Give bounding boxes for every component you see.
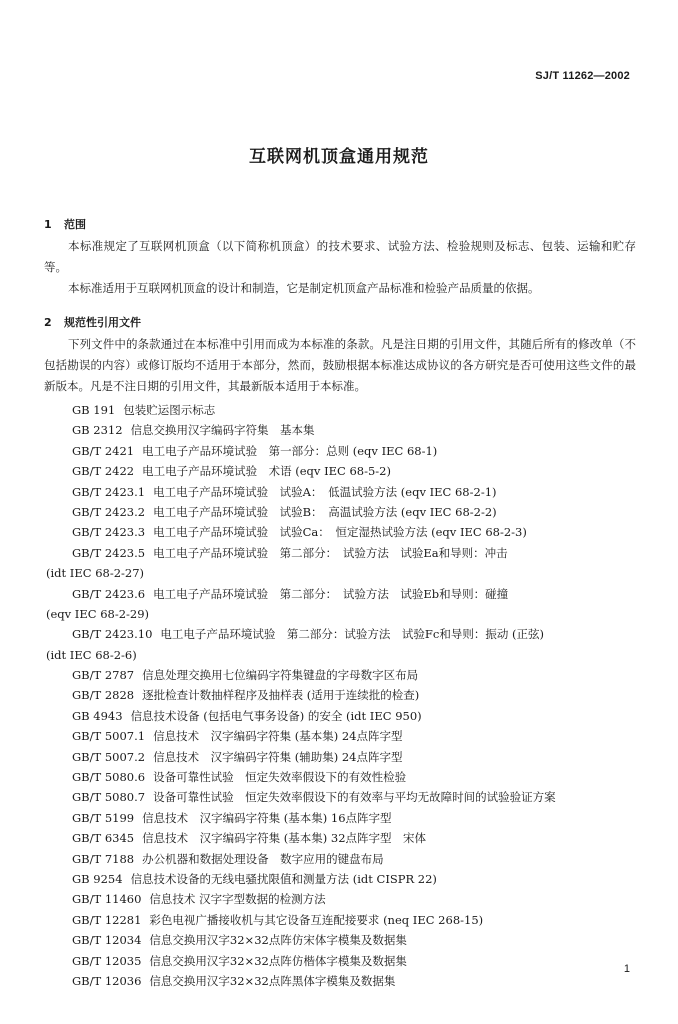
reference-title: 包装贮运图示标志 <box>123 403 216 417</box>
reference-item <box>0 971 678 991</box>
reference-title: 信息交换用汉字32×32点阵仿宋体字模集及数据集 <box>149 933 407 948</box>
reference-title: 逐批检查计数抽样程序及抽样表 (适用于连续批的检查) <box>142 688 420 703</box>
page-number: 1 <box>623 963 630 975</box>
reference-title: 信息交换用汉字编码字符集 基本集 <box>130 423 315 438</box>
reference-item <box>0 828 678 848</box>
reference-title: 信息技术 汉字编码字符集 (基本集) 24点阵字型 <box>153 729 403 744</box>
reference-code: GB 9254 <box>72 871 123 886</box>
reference-item <box>0 420 678 440</box>
reference-item <box>0 930 678 950</box>
section-2-title: 规范性引用文件 <box>64 316 141 329</box>
standard-code: SJ/T 11262—2002 <box>535 70 630 82</box>
section-2-number: 2 <box>44 316 52 329</box>
reference-item <box>0 849 678 869</box>
reference-code: GB/T 5007.1 <box>72 729 146 744</box>
reference-item <box>0 685 678 705</box>
reference-item <box>0 482 678 502</box>
reference-item <box>0 706 678 726</box>
reference-code: GB/T 2423.1 <box>72 484 146 499</box>
reference-item <box>0 400 678 420</box>
reference-title: 彩色电视广播接收机与其它设备互连配接要求 (neq IEC 268-15) <box>149 912 484 927</box>
reference-item <box>0 767 678 787</box>
reference-item <box>0 869 678 889</box>
reference-item <box>0 808 678 828</box>
reference-item <box>0 461 678 481</box>
reference-code: GB/T 2787 <box>72 668 135 683</box>
reference-code: GB/T 12035 <box>72 953 142 968</box>
reference-item <box>0 910 678 930</box>
reference-title: 信息技术设备 (包括电气事务设备) 的安全 (idt IEC 950) <box>130 708 422 723</box>
reference-item <box>0 787 678 807</box>
reference-title: 信息技术 汉字字型数据的检测方法 <box>149 892 326 907</box>
reference-title: 信息技术 汉字编码字符集 (基本集) 16点阵字型 <box>142 810 392 825</box>
reference-title: 电工电子产品环境试验 试验Ca： 恒定湿热试验方法 (eqv IEC 68-2-3) <box>153 525 527 540</box>
reference-continuation <box>0 563 678 583</box>
reference-item <box>0 726 678 746</box>
reference-title: 电工电子产品环境试验 试验B： 高温试验方法 (eqv IEC 68-2-2) <box>153 504 497 519</box>
reference-item <box>0 665 678 685</box>
reference-code: GB/T 2423.5 <box>72 545 146 560</box>
reference-title: 信息交换用汉字32×32点阵仿楷体字模集及数据集 <box>149 953 407 968</box>
reference-title: 电工电子产品环境试验 试验A： 低温试验方法 (eqv IEC 68-2-1) <box>153 484 497 499</box>
reference-continuation-text: (idt IEC 68-2-27) <box>46 566 145 581</box>
reference-title: 信息技术 汉字编码字符集 (辅助集) 24点阵字型 <box>153 749 403 764</box>
reference-item <box>0 584 678 604</box>
reference-code: GB/T 2422 <box>72 464 135 479</box>
reference-continuation-text: (eqv IEC 68-2-29) <box>46 606 150 621</box>
reference-continuation <box>0 604 678 624</box>
reference-code: GB/T 2828 <box>72 688 135 703</box>
reference-title: 信息交换用汉字32×32点阵黑体字模集及数据集 <box>149 973 396 988</box>
reference-continuation-text: (idt IEC 68-2-6) <box>46 647 137 662</box>
reference-code: GB/T 12034 <box>72 933 142 948</box>
reference-code: GB/T 2423.6 <box>72 586 146 601</box>
reference-code: GB/T 6345 <box>72 831 135 846</box>
reference-code: GB/T 2421 <box>72 443 135 458</box>
reference-list <box>0 400 678 991</box>
reference-title: 电工电子产品环境试验 第二部分：试验方法 试验Fc和导则：振动 (正弦) <box>160 627 544 642</box>
reference-item <box>0 441 678 461</box>
reference-code: GB/T 2423.3 <box>72 525 146 540</box>
reference-code: GB/T 7188 <box>72 851 135 866</box>
document-title: 互联网机顶盒通用规范 <box>249 147 429 167</box>
reference-item <box>0 951 678 971</box>
reference-title: 信息技术 汉字编码字符集 (基本集) 32点阵字型 宋体 <box>142 831 427 846</box>
reference-code: GB/T 5199 <box>72 810 135 825</box>
reference-title: 电工电子产品环境试验 第二部分： 试验方法 试验Ea和导则：冲击 <box>153 545 508 560</box>
reference-code: GB 191 <box>72 403 116 417</box>
reference-title: 信息处理交换用七位编码字符集键盘的字母数字区布局 <box>142 668 419 683</box>
reference-title: 电工电子产品环境试验 第一部分：总则 (eqv IEC 68-1) <box>142 443 438 458</box>
reference-title: 电工电子产品环境试验 术语 (eqv IEC 68-5-2) <box>142 464 391 479</box>
reference-title: 设备可靠性试验 恒定失效率假设下的有效性检验 <box>153 770 407 785</box>
reference-title: 办公机器和数据处理设备 数字应用的键盘布局 <box>142 851 384 866</box>
reference-item <box>0 624 678 644</box>
reference-item <box>0 522 678 542</box>
reference-code: GB/T 12281 <box>72 912 142 927</box>
reference-item <box>0 889 678 909</box>
section-1-paragraph-2: 本标准适用于互联网机顶盒的设计和制造，它是制定机顶盒产品标准和检验产品质量的依据。 <box>68 281 540 295</box>
section-2-intro: 下列文件中的条款通过在本标准中引用而成为本标准的条款。凡是注日期的引用文件，其随后所有的修改单（不包括勘误的内容）或修订版均不适用于本部分，然而，鼓励根据本标准达成协议的各方研究是否可使用这些文件的最新版本。凡是不注日期的引用文件，其最新版本适用于本标准。 <box>44 337 636 393</box>
section-1-paragraph-1: 本标准规定了互联网机顶盒（以下简称机顶盒）的技术要求、试验方法、检验规则及标志、包装、运输和贮存等。 <box>44 239 636 274</box>
reference-code: GB/T 5080.6 <box>72 770 146 785</box>
reference-item <box>0 502 678 522</box>
section-2-heading <box>44 314 141 330</box>
reference-code: GB/T 11460 <box>72 892 142 907</box>
reference-title: 信息技术设备的无线电骚扰限值和测量方法 (idt CISPR 22) <box>130 871 437 886</box>
reference-item <box>0 543 678 563</box>
section-1-heading <box>44 216 86 232</box>
section-1-number: 1 <box>44 218 52 231</box>
reference-item <box>0 747 678 767</box>
reference-code: GB/T 5080.7 <box>72 790 146 805</box>
reference-code: GB/T 12036 <box>72 973 142 988</box>
reference-title: 电工电子产品环境试验 第二部分： 试验方法 试验Eb和导则：碰撞 <box>153 586 509 601</box>
section-1-title: 范围 <box>64 218 86 231</box>
reference-code: GB 4943 <box>72 708 123 723</box>
reference-code: GB/T 2423.10 <box>72 627 153 642</box>
reference-code: GB/T 5007.2 <box>72 749 146 764</box>
reference-code: GB/T 2423.2 <box>72 504 146 519</box>
reference-title: 设备可靠性试验 恒定失效率假设下的有效率与平均无故障时间的试验验证方案 <box>153 790 556 805</box>
reference-code: GB 2312 <box>72 423 123 438</box>
reference-continuation <box>0 645 678 665</box>
